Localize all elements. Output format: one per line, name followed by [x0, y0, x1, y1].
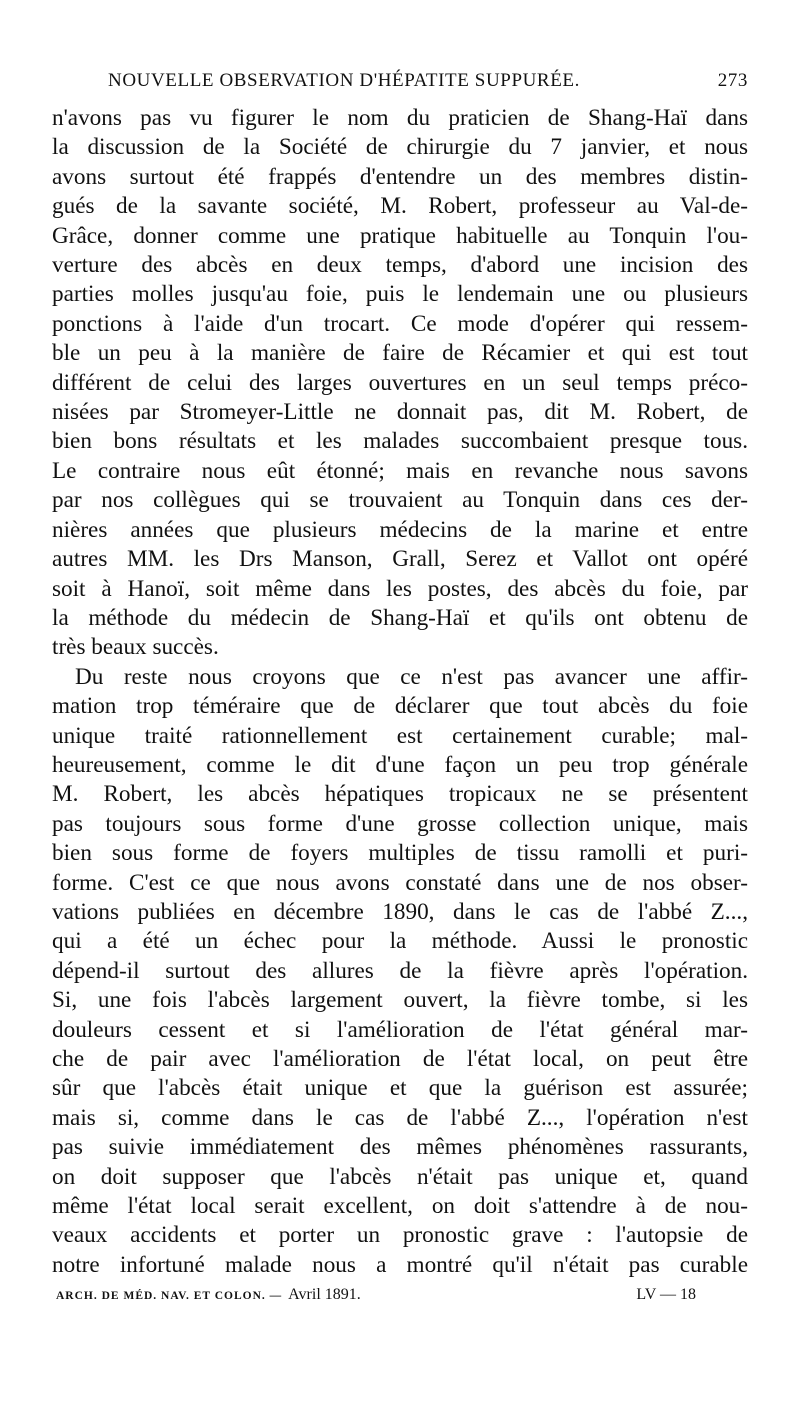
page-number: 273: [717, 70, 748, 91]
text-line: la méthode du médecin de Shang-Haï et qu'ils ont obtenu de: [52, 604, 748, 631]
text-line: bien sous forme de foyers multiples de tissu ramolli et puri-: [52, 840, 748, 867]
text-line: heureusement, comme le dit d'une façon un peu trop générale: [52, 751, 748, 778]
text-line: bien bons résultats et les malades succombaient presque tous.: [52, 428, 748, 455]
text-line: Si, une fois l'abcès largement ouvert, la fièvre tombe, si les: [52, 987, 748, 1014]
text-line: unique traité rationnellement est certainement curable; mal-: [52, 722, 748, 749]
text-line: avons surtout été frappés d'entendre un des membres distin-: [52, 163, 748, 190]
paragraph-end-line: très beaux succès.: [52, 634, 219, 661]
text-line: douleurs cessent et si l'amélioration de l'état général mar-: [52, 1016, 748, 1043]
text-line: ponctions à l'aide d'un trocart. Ce mode d'opérer qui ressem-: [52, 310, 748, 337]
text-line: mation trop téméraire que de déclarer que tout abcès du foie: [52, 693, 748, 720]
text-line: che de pair avec l'amélioration de l'état local, on peut être: [52, 1046, 748, 1072]
text-line: pas toujours sous forme d'une grosse collection unique, mais: [52, 810, 748, 837]
text-line: mais si, comme dans le cas de l'abbé Z..., l'opération n'est: [52, 1104, 748, 1131]
text-line: sûr que l'abcès était unique et que la guérison est assurée;: [52, 1075, 748, 1102]
text-line: M. Robert, les abcès hépatiques tropicaux ne se présentent: [52, 781, 748, 808]
text-line: nisées par Stromeyer-Little ne donnait pas, dit M. Robert, de: [52, 399, 748, 426]
text-line: nières années que plusieurs médecins de la marine et entre: [52, 516, 748, 543]
text-line: verture des abcès en deux temps, d'abord une incision des: [52, 252, 748, 279]
body-text: [52, 104, 748, 1280]
book-page: [52, 70, 748, 1304]
text-line: même l'état local serait excellent, on doit s'attendre à de nou-: [52, 1193, 748, 1220]
text-line: qui a été un échec pour la méthode. Aussi le pronostic: [52, 928, 748, 955]
text-line: pas suivie immédiatement des mêmes phénomènes rassurants,: [52, 1134, 748, 1161]
text-line: Grâce, donner comme une pratique habituelle au Tonquin l'ou-: [52, 222, 748, 249]
text-line: ble un peu à la manière de faire de Récamier et qui est tout: [52, 340, 748, 367]
page-footer: [56, 1286, 748, 1304]
text-line: différent de celui des larges ouvertures en un seul temps préco-: [52, 369, 748, 396]
text-line: vations publiées en décembre 1890, dans le cas de l'abbé Z...,: [52, 898, 748, 925]
text-line: gués de la savante société, M. Robert, professeur au Val-de-: [52, 193, 748, 220]
text-line: notre infortuné malade nous a montré qu'il n'était pas curable: [52, 1251, 748, 1278]
signature-mark: LV — 18: [636, 1286, 696, 1304]
running-title: NOUVELLE OBSERVATION D'HÉPATITE SUPPURÉE.: [108, 70, 580, 91]
issue-date: Avril 1891.: [288, 1286, 361, 1304]
text-line: la discussion de la Société de chirurgie du 7 janvier, et nous: [52, 134, 748, 161]
text-line: par nos collègues qui se trouvaient au Tonquin dans ces der-: [52, 487, 748, 514]
text-line: parties molles jusqu'au foie, puis le lendemain une ou plusieurs: [52, 281, 748, 308]
text-line: dépend-il surtout des allures de la fièvre après l'opération.: [52, 957, 748, 984]
text-line: on doit supposer que l'abcès n'était pas unique et, quand: [52, 1163, 748, 1190]
text-line: veaux accidents et porter un pronostic grave : l'autopsie de: [52, 1222, 748, 1249]
text-line: forme. C'est ce que nous avons constaté dans une de nos obser-: [52, 869, 748, 896]
text-line: autres MM. les Drs Manson, Grall, Serez et Vallot ont opéré: [52, 546, 748, 573]
running-header: [108, 70, 748, 96]
journal-reference: ARCH. DE MÉD. NAV. ET COLON. —: [56, 1290, 283, 1303]
text-line: n'avons pas vu figurer le nom du praticien de Shang-Haï dans: [52, 105, 748, 131]
paragraph-start-line: Du reste nous croyons que ce n'est pas avancer une affir-: [75, 663, 748, 690]
text-line: Le contraire nous eût étonné; mais en revanche nous savons: [52, 457, 748, 484]
text-line: soit à Hanoï, soit même dans les postes, des abcès du foie, par: [52, 575, 748, 602]
